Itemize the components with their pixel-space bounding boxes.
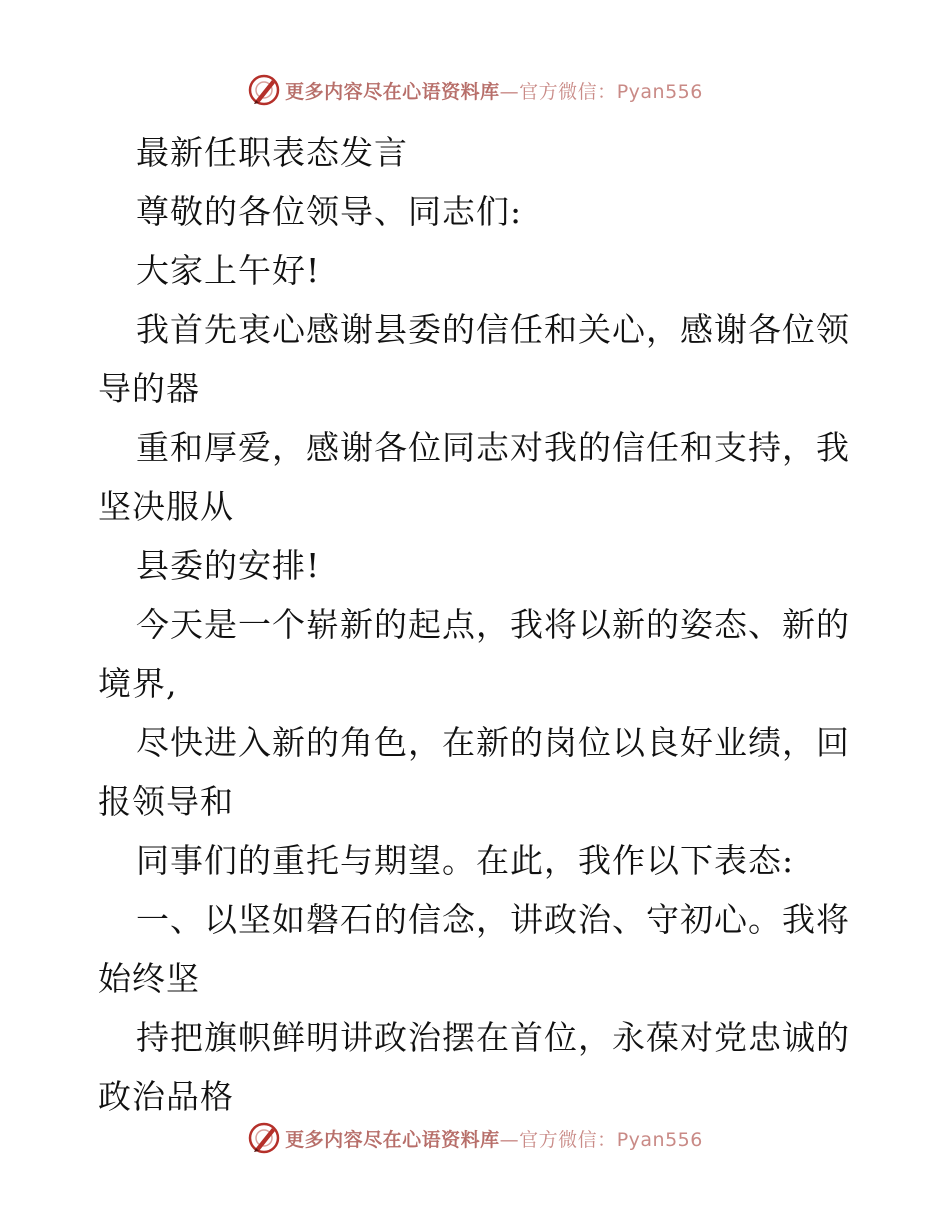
document-line: 始终坚 xyxy=(98,959,200,998)
document-line: 境界, xyxy=(98,664,178,703)
document-line: 持把旗帜鲜明讲政治摆在首位，永葆对党忠诚的 xyxy=(136,1018,850,1057)
footer-banner-separator: — xyxy=(499,1128,520,1151)
document-line: 政治品格 xyxy=(98,1077,234,1116)
document-line: 同事们的重托与期望。在此，我作以下表态: xyxy=(136,841,795,880)
document-line: 县委的安排! xyxy=(136,546,321,585)
header-banner-text xyxy=(285,77,703,104)
document-line: 我首先衷心感谢县委的信任和关心，感谢各位领 xyxy=(136,310,850,349)
header-banner-separator: — xyxy=(499,80,520,103)
footer-banner xyxy=(0,1118,950,1158)
footer-banner-text xyxy=(285,1125,703,1152)
document-line: 尽快进入新的角色，在新的岗位以良好业绩，回 xyxy=(136,723,850,762)
document-line: 重和厚爱，感谢各位同志对我的信任和支持，我 xyxy=(136,428,850,467)
pen-logo-icon xyxy=(247,1121,281,1155)
pen-logo-icon xyxy=(247,73,281,107)
header-banner xyxy=(0,70,950,110)
footer-banner-contact-label: 官方微信： xyxy=(519,1128,617,1151)
header-banner-contact-id: Pyan556 xyxy=(616,80,703,103)
header-banner-contact-label: 官方微信： xyxy=(519,80,617,103)
document-line: 尊敬的各位领导、同志们: xyxy=(136,192,523,231)
document-line: 今天是一个崭新的起点，我将以新的姿态、新的 xyxy=(136,605,850,644)
header-banner-title: 更多内容尽在心语资料库 xyxy=(285,80,500,103)
document-line: 报领导和 xyxy=(98,782,234,821)
document-line: 坚决服从 xyxy=(98,487,234,526)
document-line: 导的器 xyxy=(98,369,200,408)
document-line: 大家上午好! xyxy=(136,251,321,290)
footer-banner-contact-id: Pyan556 xyxy=(616,1128,703,1151)
document-line: 最新任职表态发言 xyxy=(136,133,408,172)
document-body xyxy=(98,123,850,1126)
footer-banner-title: 更多内容尽在心语资料库 xyxy=(285,1128,500,1151)
document-line: 一、以坚如磐石的信念，讲政治、守初心。我将 xyxy=(136,900,850,939)
